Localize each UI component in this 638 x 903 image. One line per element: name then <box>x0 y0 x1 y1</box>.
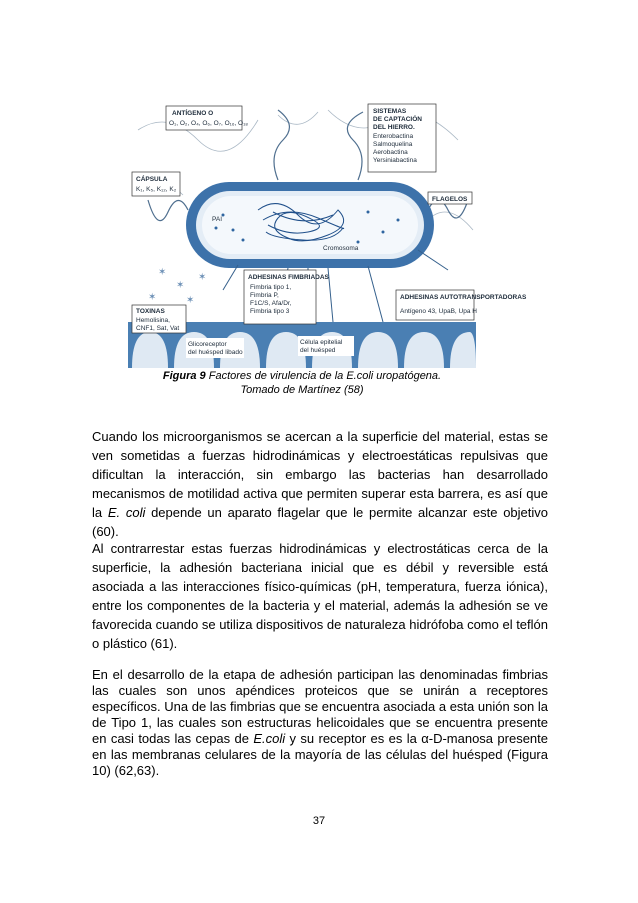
chromosome-label: Cromosoma <box>323 245 359 252</box>
svg-text:ANTÍGENO O: ANTÍGENO O <box>172 110 214 117</box>
paragraph-1: Cuando los microorganismos se acercan a la superficie del material, estas se ven sometidas a fuerzas hidrodinámicas y electroestáticas repulsivas que dificultan la interacción, sin embargo las bacterias han desarrollado mecanismos de motilidad activa que permiten superar esta barrera, es así que la E. coli depende un aparato flagelar que le permite alcanzar este objetivo (60). <box>92 429 549 539</box>
figure-caption-text: Factores de virulencia de la E.coli uropatógena. <box>205 370 442 382</box>
figure-9-illustration <box>128 100 527 368</box>
svg-text:✶: ✶ <box>186 295 195 306</box>
svg-text:Célula epitelial: Célula epitelial <box>300 339 343 346</box>
svg-text:DEL HIERRO.: DEL HIERRO. <box>373 124 415 131</box>
ecoli-virulence-diagram <box>128 100 527 368</box>
pai-label: PAI <box>212 216 222 223</box>
svg-text:del huésped libado: del huésped libado <box>188 349 243 356</box>
svg-text:SISTEMAS: SISTEMAS <box>373 108 407 115</box>
iron-uptake-label <box>368 104 436 172</box>
svg-text:CNF1, Sat, Vat: CNF1, Sat, Vat <box>136 325 180 332</box>
svg-text:K₁, K₅, K₁₂, K₂: K₁, K₅, K₁₂, K₂ <box>136 186 177 193</box>
svg-text:Hemolisina,: Hemolisina, <box>136 317 170 324</box>
auto-adhesins-label <box>396 290 527 320</box>
svg-text:Enterobactina: Enterobactina <box>373 133 414 140</box>
svg-text:✶: ✶ <box>198 272 207 283</box>
figure-caption <box>128 369 476 397</box>
svg-text:Antígeno 43, UpaB, Upa H: Antígeno 43, UpaB, Upa H <box>400 308 477 315</box>
paragraph-3: En el desarrollo de la etapa de adhesión participan las denominadas fimbrias las cuales son unos apéndices proteicos que se unirán a receptores específicos. Una de las fimbrias que se encuentra asociada a esta unión son la de Tipo 1, las cuales son estructuras helicoidales que se encuentra presente en casi todas las cepas de E.coli y su receptor es es la α-D-manosa presente en las membranas celulares de la mayoría de las células del huésped (Figura 10) (62,63). <box>92 667 548 778</box>
svg-text:CÁPSULA: CÁPSULA <box>136 176 168 183</box>
svg-text:ADHESINAS AUTOTRANSPORTADORAS: ADHESINAS AUTOTRANSPORTADORAS <box>400 294 527 301</box>
flagellum-label <box>428 192 472 204</box>
toxins-label <box>132 305 186 333</box>
svg-text:Salmoquelina: Salmoquelina <box>373 141 413 148</box>
svg-text:DE CAPTACIÓN: DE CAPTACIÓN <box>373 116 422 123</box>
figure-number: Figura 9 <box>162 370 206 382</box>
svg-text:Glicoreceptor: Glicoreceptor <box>188 341 227 348</box>
svg-text:Aerobactina: Aerobactina <box>373 149 408 156</box>
svg-text:FLAGELOS: FLAGELOS <box>432 196 468 203</box>
svg-text:F1C/S, Afa/Dr,: F1C/S, Afa/Dr, <box>250 300 292 307</box>
svg-text:Fimbria tipo 1,: Fimbria tipo 1, <box>250 284 292 291</box>
capsule-label <box>132 172 180 196</box>
figure-source: Tomado de Martínez (58) <box>240 384 364 396</box>
paragraph-2: Al contrarrestar estas fuerzas hidrodinámicas y electrostáticas cerca de la superficie, la adhesión bacteriana inicial que es débil y reversible está asociada a las interacciones físico-químicas (pH, temperatura, fuerza iónica), entre los componentes de la bacteria y el material, además la adhesión se ve favorecida cuando se utiliza dispositivos de naturaleza hidrófoba como el teflón o plástico (61). <box>92 541 548 651</box>
svg-text:✶: ✶ <box>176 280 185 291</box>
svg-text:Fimbria tipo 3: Fimbria tipo 3 <box>250 308 290 315</box>
svg-text:✶: ✶ <box>148 292 157 303</box>
page-number: 37 <box>312 815 326 827</box>
svg-text:del huésped: del huésped <box>300 347 336 354</box>
svg-text:Yersiniabactina: Yersiniabactina <box>373 157 417 164</box>
bacterium-cell <box>186 182 434 268</box>
svg-text:ADHESINAS FIMBRIADAS: ADHESINAS FIMBRIADAS <box>248 274 329 281</box>
svg-text:O₁, O₂, O₄, O₆, O₇, O₁₆, O₁₈: O₁, O₂, O₄, O₆, O₇, O₁₆, O₁₈ <box>169 120 248 127</box>
epithelial-cell-label <box>298 336 354 356</box>
svg-text:✶: ✶ <box>158 267 167 278</box>
antigen-o-label <box>166 106 248 130</box>
svg-text:TOXINAS: TOXINAS <box>136 308 165 315</box>
host-receptor-label <box>186 338 244 358</box>
svg-text:Fimbria P,: Fimbria P, <box>250 292 279 299</box>
